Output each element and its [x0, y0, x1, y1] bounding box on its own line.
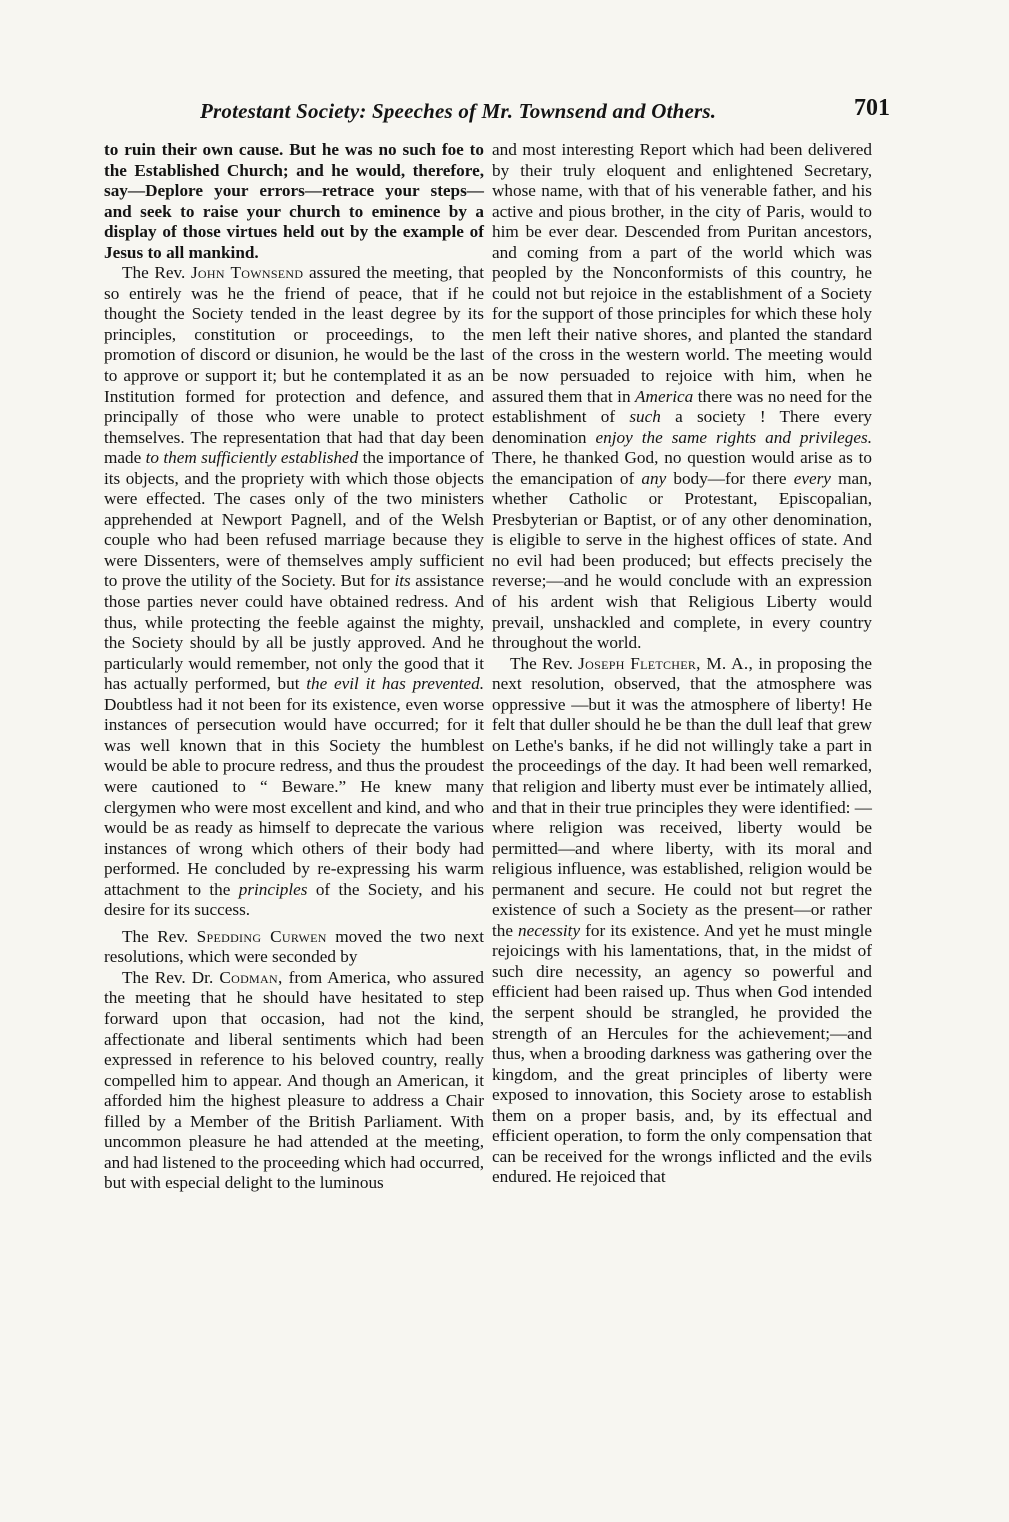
paragraph-curwen: The Rev. Spedding Curwen moved the two next resolutions, which were seconded by: [104, 926, 484, 967]
paragraph-townsend: The Rev. John Townsend assured the meeting, that so entirely was he the friend of peace, that if he thought the Society tended in the least degree by its principles, constitution or proceedings, to the promotion of discord or disunion, he would be the last to approve or support it; but he contemplated it as an Institution formed for protection and defence, and principally of those who were unable to protect themselves. The representation that had that day been made to them sufficiently established the importance of its objects, and the propriety with which those objects were effected. The cases only of the two ministers apprehended at Newport Pagnell, and of the Welsh couple who had been refused marriage because they were Dissenters, were of themselves amply sufficient to prove the utility of the Society. But for its assistance those parties never could have obtained redress. And thus, while protecting the feeble against the mighty, the Society should by all be justly approved. And he particularly would remember, not only the good that it has actually performed, but the evil it has prevented. Doubtless had it not been for its existence, even worse instances of persecution would have occurred; for it was well known that in this Society the humblest would be able to procure redress, and thus the proudest were cautioned to “ Beware.” He knew many clergymen who were most excellent and kind, and who would be as ready as himself to deprecate the various instances of wrong which others of their body had performed. He concluded by re-expressing his warm attachment to the principles of the Society, and his desire for its success.: [104, 263, 485, 920]
paragraph-codman: The Rev. Dr. Codman, from America, who assured the meeting that he should have hesitated to step forward upon that occasion, had not the kind, affectionate and liberal sentiments which had been expressed in reference to his beloved country, really compelled him to appear. And though an American, it afforded him the highest pleasure to address a Chair filled by a Member of the British Parliament. With uncommon pleasure he had attended at the meeting, and had listened to the proceeding which had occurred, but with especial delight to the luminous: [104, 967, 485, 1193]
speaker-name: John Townsend: [190, 263, 304, 283]
paragraph-fletcher: The Rev. Joseph Fletcher, M. A., in proposing the next resolution, observed, that the atmosphere was oppressive —but it was the atmosphere of liberty! He felt that duller should he be than the dull leaf that grew on Lethe's banks, if he did not willingly take a part in the proceedings of the day. It had been well remarked, that religion and liberty must ever be intimately allied, and that in their true principles they were identified: —where religion was received, liberty would be permitted—and where liberty, with its moral and religious influence, was established, religion would be permanent and secure. He could not but regret the existence of such a Society as the present—or rather the necessity for its existence. And yet he must mingle rejoicings with his lamentations, that, in the midst of such dire necessity, an agency so powerful and efficient had been raised up. Thus when God intended the serpent should be strangled, he provided the strength of an Hercules for the achievement;—and thus, when a brooding darkness was gathering over the kingdom, and the great principles of liberty were exposed to innovation, this Society arose to establish them on a proper basis, and, by its effectual and efficient operation, to form the only compensation that can be received for the wrongs inflicted and the evils endured. He rejoiced that: [492, 653, 873, 1187]
left-column: [104, 140, 484, 1194]
speaker-name: Joseph Fletcher, M. A.,: [578, 653, 754, 673]
speaker-name: Spedding Curwen: [196, 926, 327, 946]
page-number: 701: [854, 95, 890, 121]
paragraph-continuation: to ruin their own cause. But he was no such foe to the Established Church; and he would, therefore, say—Deplore your errors—retrace your steps—and seek to raise your church to eminence by a display of those virtues held out by the example of Jesus to all mankind.: [104, 140, 484, 262]
paragraph-codman-continued: and most interesting Report which had been delivered by their truly eloquent and enlightened Secretary, whose name, with that of his venerable father, and his active and pious brother, in the city of Paris, would to him be ever dear. Descended from Puritan ancestors, and coming from a part of the world which was peopled by the Nonconformists of this country, he could not but rejoice in the establishment of a Society for the support of those principles for which these holy men left their native shores, and planted the standard of the cross in the western world. The meeting would be now persuaded to rejoice with him, when he assured them that in America there was no need for the establishment of such a society ! There every denomination enjoy the same rights and privileges. There, he thanked God, no question would arise as to the emancipation of any body—for there every man, whether Catholic or Protestant, Episcopalian, Presbyterian or Baptist, or of any other denomination, is eligible to serve in the highest offices of state. And no evil had been produced; but effects precisely the reverse;—and he would conclude with an expression of his ardent wish that Religious Liberty would prevail, unshackled and complete, in every country throughout the world.: [492, 140, 873, 653]
speaker-name: Codman,: [219, 967, 283, 987]
page-header: [100, 95, 890, 131]
right-column: [492, 140, 872, 1188]
running-head: Protestant Society: Speeches of Mr. Townsend and Others.: [200, 99, 717, 123]
